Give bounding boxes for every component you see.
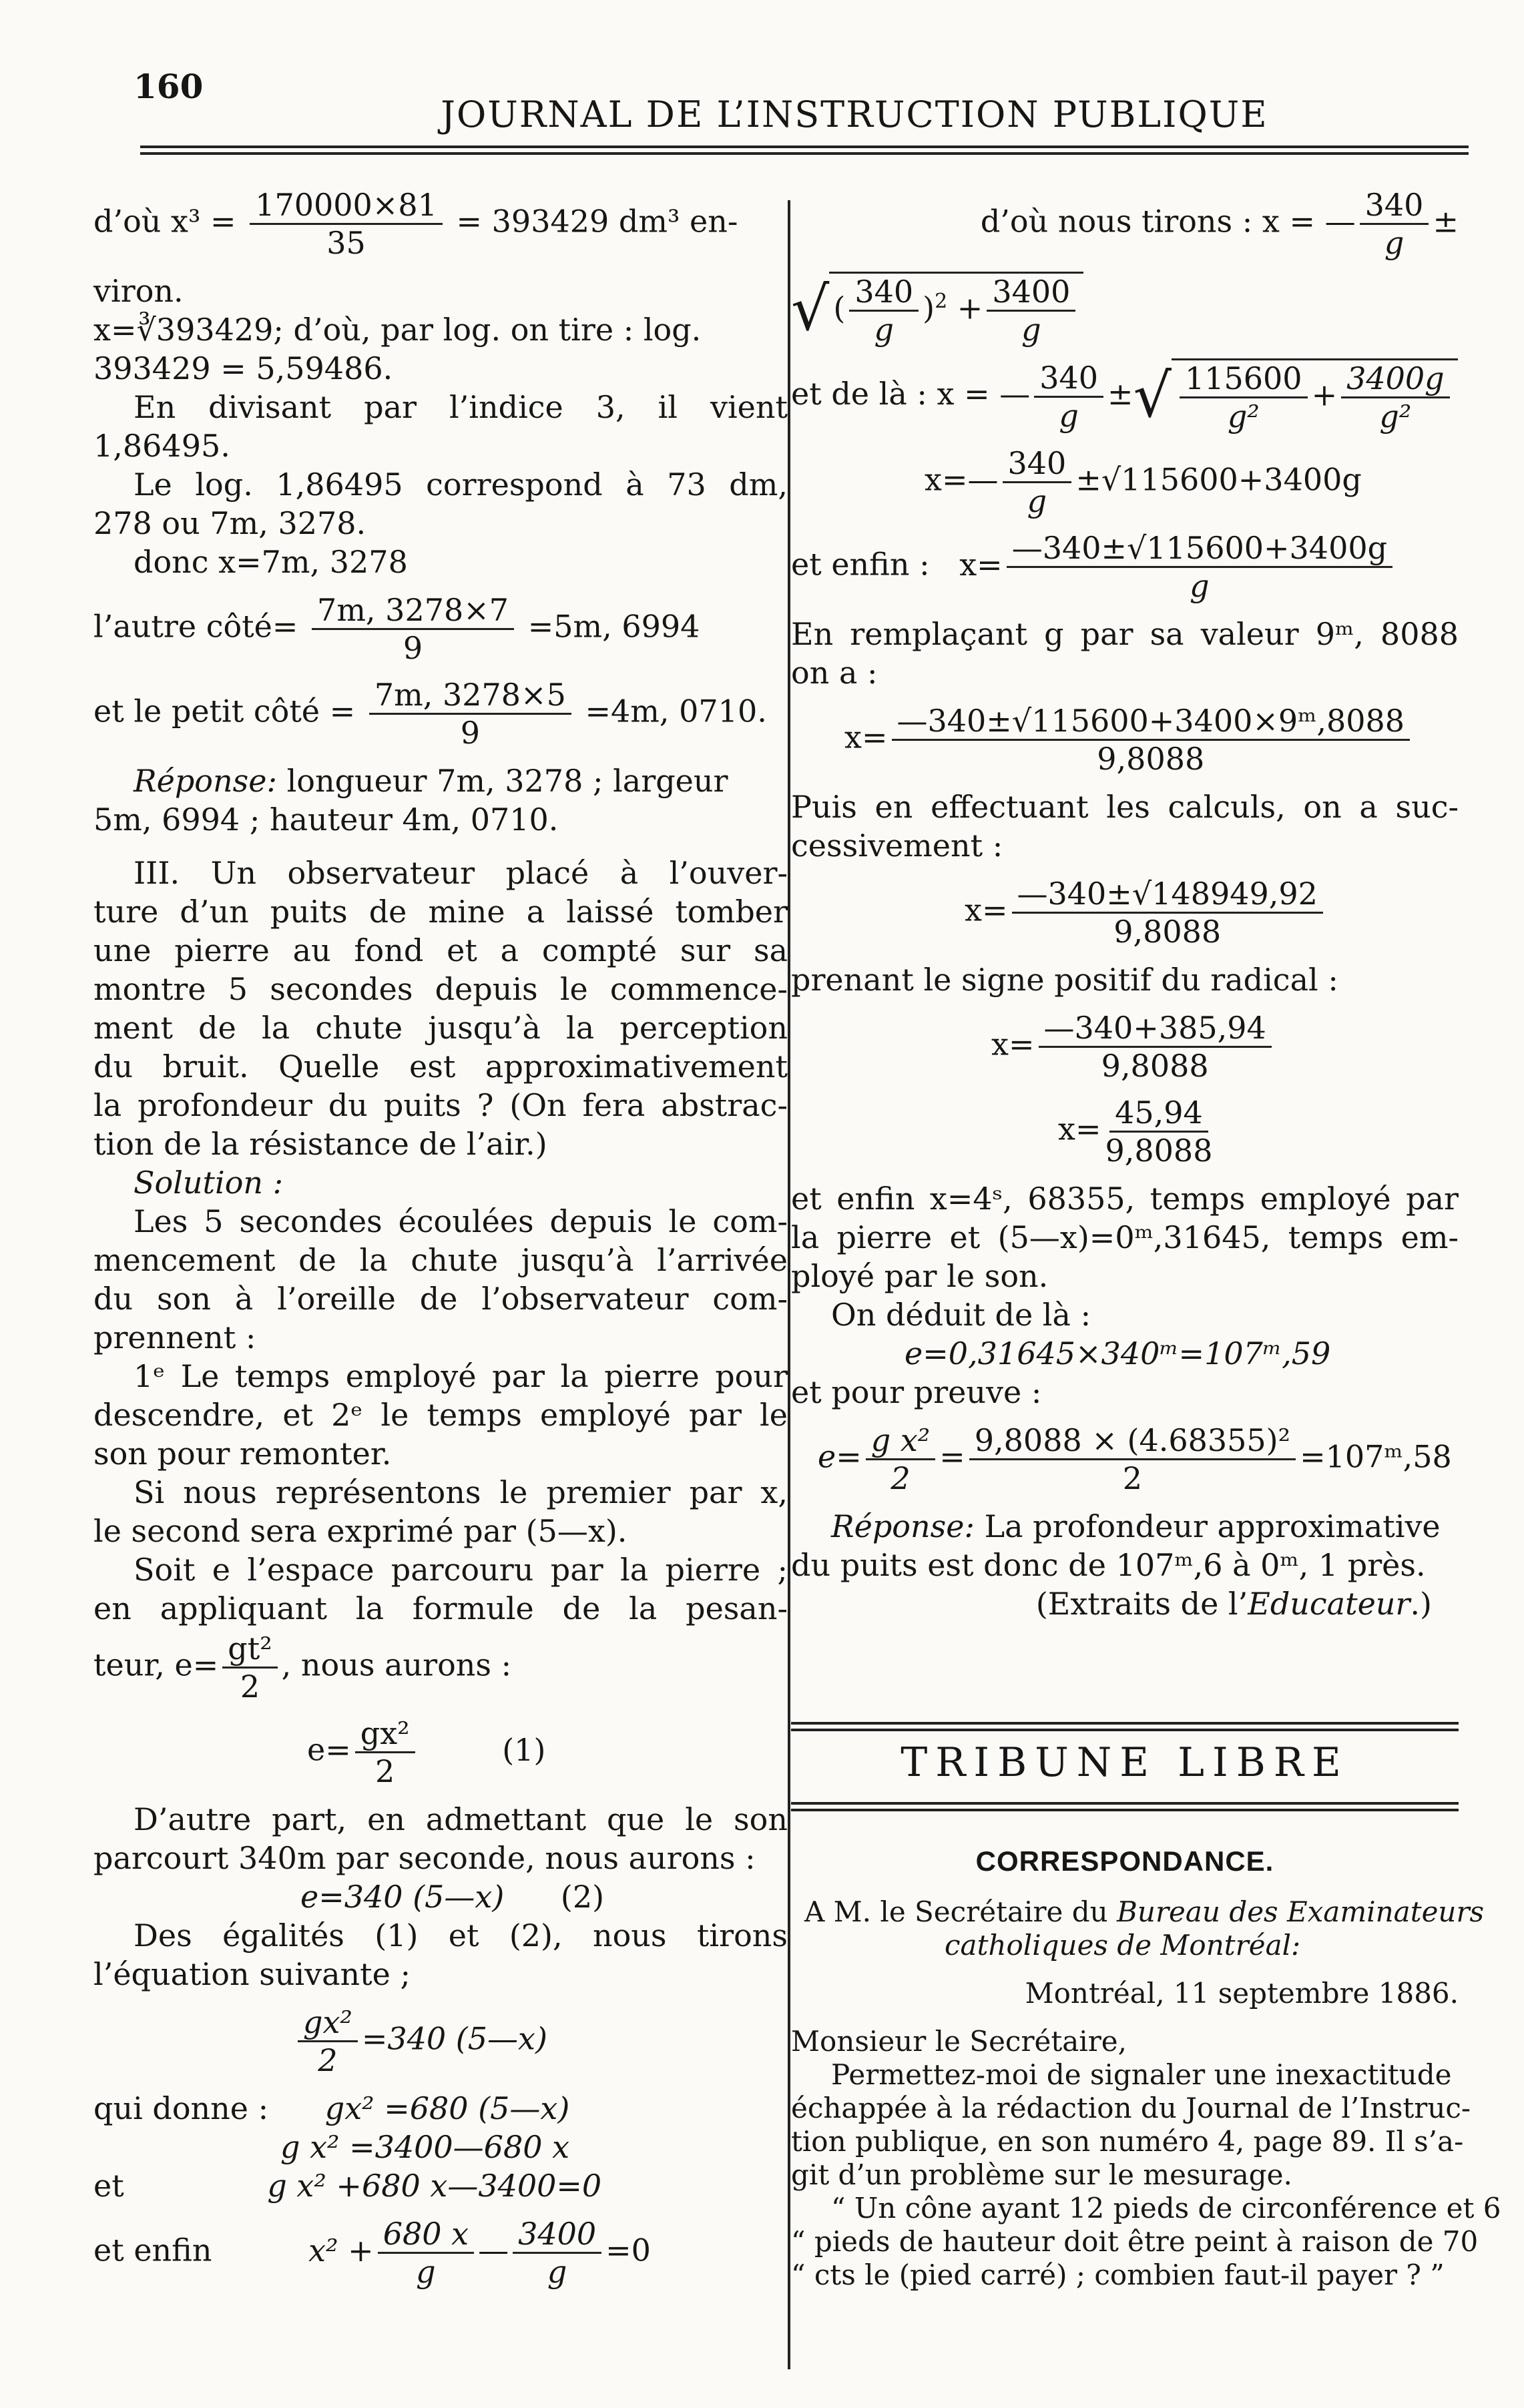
denominator: g² (1227, 398, 1260, 434)
solution-heading: Solution : (134, 1165, 284, 1201)
text-line: 1,86495. (93, 428, 230, 464)
equation-label: (1) (502, 1731, 546, 1768)
eq-text: x= (844, 719, 888, 756)
eq-text: d’où x³ = (93, 203, 236, 240)
equation-r11 (791, 876, 1459, 950)
denominator: g (874, 312, 894, 348)
fraction (1039, 1010, 1272, 1084)
radical (791, 272, 1083, 348)
letter-line: échappée à la rédaction du Journal de l’Instruc- (791, 2092, 1471, 2124)
denominator: g (1384, 225, 1405, 261)
eq-text: = (939, 1438, 965, 1475)
fraction (1341, 360, 1450, 434)
letter-line: “ Un cône ayant 12 pieds de circonférence et 6 (831, 2192, 1501, 2224)
denominator: g (1021, 312, 1041, 348)
address-line: catholiques de Montréal: (945, 1929, 1301, 1962)
equation-5: g x² =3400—680 x (280, 2129, 570, 2165)
text-line: du son à l’oreille de l’observateur com- (93, 1281, 788, 1317)
eq-text: =107ᵐ,58 (1300, 1438, 1452, 1475)
numerator: 340 (1360, 187, 1429, 225)
fraction (1360, 187, 1429, 261)
fraction (1012, 876, 1323, 950)
sqrt-icon: √ (1133, 361, 1172, 431)
numerator: —340±√115600+3400g (1007, 530, 1392, 568)
denominator: 2 (891, 1460, 911, 1496)
numerator: 3400 (987, 274, 1075, 312)
equation-2 (93, 1877, 788, 1916)
address-text: A M. le Secrétaire du (804, 1895, 1117, 1928)
text-line: son pour remonter. (93, 1436, 392, 1472)
text-line: descendre, et 2ᵉ le temps employé par le (93, 1397, 788, 1433)
numerator: —340±√115600+3400×9ᵐ,8088 (892, 703, 1411, 741)
radical (1133, 358, 1458, 434)
eq-text: + (1311, 376, 1338, 413)
denominator: 9 (403, 630, 423, 666)
text-line: Des égalités (1) et (2), nous tirons (134, 1917, 788, 1953)
equation-6: g x² +680 x—3400=0 (267, 2168, 602, 2204)
equation-other-side (93, 592, 788, 666)
fraction (987, 274, 1075, 348)
equation-r8 (791, 703, 1459, 777)
fraction (369, 677, 571, 751)
eq-text: — (478, 2232, 509, 2269)
problem-line: ment de la chute jusqu’à la perception (93, 1010, 788, 1046)
right-column (791, 187, 1459, 1623)
letter-line: git d’un problème sur le mesurage. (791, 2158, 1292, 2191)
text-line: viron. (93, 273, 184, 309)
address-bureau: Bureau des Examinateurs (1117, 1895, 1485, 1928)
denominator: g² (1379, 398, 1412, 434)
equation-r1 (791, 187, 1459, 261)
text-line: En remplaçant g par sa valeur 9ᵐ, 8088 (791, 616, 1459, 652)
address-line (791, 1895, 1485, 1929)
letter-line: tion publique, en son numéro 4, page 89. Il s’a- (791, 2125, 1464, 2158)
fraction (250, 187, 443, 261)
text-line: on a : (791, 655, 878, 691)
problem-line: ture d’un puits de mine a laissé tomber (93, 894, 788, 930)
letter-section (791, 1842, 1501, 2292)
header-rule (140, 145, 1469, 155)
denominator: g (1059, 397, 1079, 434)
salutation: Monsieur le Secrétaire, (791, 2025, 1127, 2058)
eq-text: ± (1107, 376, 1133, 412)
column-rule (788, 200, 790, 2369)
answer-text: longueur 7m, 3278 ; largeur (276, 763, 728, 799)
denominator: 35 (326, 225, 366, 261)
answer-line (791, 1507, 1459, 1546)
text-line: en appliquant la formule de la pesan- (93, 1590, 788, 1626)
credit-text: .) (1410, 1586, 1432, 1622)
running-title: JOURNAL DE L’INSTRUCTION PUBLIQUE (441, 93, 1268, 135)
equation-r5 (791, 530, 1459, 604)
eq-text: e=340 (5—x) (300, 1879, 505, 1915)
equation-6-line (93, 2166, 788, 2205)
answer-text: La profondeur approximative (974, 1508, 1441, 1544)
fraction (866, 1422, 935, 1496)
text-line: parcourt 340m par seconde, nous aurons : (93, 1840, 756, 1876)
equation-r2 (791, 272, 1459, 348)
numerator: 7m, 3278×7 (312, 592, 514, 630)
text-line: cessivement : (791, 828, 1003, 864)
eq-text: x² + (308, 2232, 374, 2269)
credit-source: Educateur (1248, 1586, 1411, 1622)
problem-line: montre 5 secondes depuis le commence- (93, 971, 788, 1007)
eq-text: = 393429 dm³ en- (456, 203, 738, 240)
denominator: 9,8088 (1105, 1133, 1213, 1169)
numerator: 170000×81 (250, 187, 443, 225)
section-title-tribune: TRIBUNE LIBRE (901, 1739, 1349, 1786)
source-credit (791, 1584, 1459, 1623)
section-rule-top (791, 1722, 1459, 1731)
equation-4: gx² =680 (5—x) (324, 2090, 570, 2126)
fraction (222, 1630, 277, 1705)
numerator: gx² (355, 1715, 415, 1753)
text-line: et enfin x=4ˢ, 68355, temps employé par (791, 1181, 1459, 1217)
text-line: On déduit de là : (831, 1297, 1091, 1333)
fraction (378, 2216, 474, 2290)
denominator: 2 (240, 1669, 260, 1705)
answer-line (93, 762, 788, 800)
eq-text: teur, e= (93, 1646, 219, 1683)
text-line: le second sera exprimé par (5—x). (93, 1513, 627, 1549)
denominator: 2 (375, 1753, 395, 1789)
numerator: g x² (866, 1422, 935, 1460)
letter-date: Montréal, 11 septembre 1886. (1025, 1977, 1459, 2010)
eq-text: x= (965, 892, 1008, 928)
text-line: D’autre part, en admettant que le son (134, 1801, 788, 1837)
equation-r3 (791, 358, 1459, 434)
text-line: Le log. 1,86495 correspond à 73 dm, (134, 467, 788, 503)
numerator: gt² (222, 1630, 277, 1669)
numerator: —340+385,94 (1039, 1010, 1272, 1048)
eq-text: et enfin (93, 2232, 212, 2269)
section-rule-bottom (791, 1802, 1459, 1811)
fraction (1105, 1095, 1213, 1169)
eq-text: et (93, 2168, 124, 2204)
numerator: 680 x (378, 2216, 474, 2254)
text-line: x=∛393429; d’où, par log. on tire : log. (93, 312, 702, 348)
denominator: 9,8088 (1113, 914, 1222, 950)
denominator: 2 (1122, 1460, 1143, 1496)
page-number: 160 (134, 67, 204, 106)
text-line: En divisant par l’indice 3, il vient (134, 389, 788, 425)
fraction (849, 274, 919, 348)
equation-4-line (93, 2089, 788, 2128)
problem-line: la profondeur du puits ? (On fera abstrac- (93, 1087, 788, 1123)
denominator: 9,8088 (1097, 741, 1205, 777)
left-column (93, 187, 788, 2301)
numerator: 340 (849, 274, 919, 312)
denominator: 9,8088 (1101, 1048, 1209, 1084)
numerator: 7m, 3278×5 (369, 677, 571, 715)
letter-line: “ pieds de hauteur doit être peint à raison de 70 (791, 2225, 1479, 2258)
equation-small-side (93, 677, 788, 751)
text-line: prenant le signe positif du radical : (791, 962, 1338, 998)
letter-line: “ cts le (pied carré) ; combien faut-il payer ? ” (791, 2259, 1445, 2291)
fraction (969, 1422, 1296, 1496)
eq-text: et le petit côté = (93, 693, 356, 729)
letter-line: Permettez-moi de signaler une inexactitude (831, 2058, 1452, 2091)
credit-text: (Extraits de l’ (1035, 1586, 1248, 1622)
denominator: g (416, 2254, 436, 2290)
eq-text: e= (307, 1731, 351, 1768)
eq-text: , nous aurons : (281, 1646, 512, 1683)
denominator: g (1027, 483, 1047, 519)
text-line: ployé par le son. (791, 1258, 1049, 1294)
text-line: prennent : (93, 1319, 256, 1356)
fraction (1003, 445, 1072, 519)
fraction (1180, 360, 1308, 434)
correspondance-heading: CORRESPONDANCE. (975, 1845, 1274, 1877)
numerator: 3400 (513, 2216, 601, 2254)
equation-x-cube (93, 187, 788, 261)
text-line: mencement de la chute jusqu’à l’arrivée (93, 1242, 788, 1278)
fraction (513, 2216, 601, 2290)
answer-label: Réponse: (134, 763, 277, 799)
text-line: 5m, 6994 ; hauteur 4m, 0710. (93, 802, 559, 838)
equation-3 (93, 2004, 788, 2078)
answer-label: Réponse: (831, 1508, 975, 1544)
problem-line: une pierre au fond et a compté sur sa (93, 932, 788, 968)
fraction (298, 2004, 358, 2078)
problem-line: III. Un observateur placé à l’ouver- (134, 855, 788, 891)
equation-r13 (791, 1010, 1459, 1084)
text-line: 1ᵉ Le temps employé par la pierre pour (134, 1358, 788, 1394)
text-line: et pour preuve : (791, 1374, 1042, 1410)
equation-r17: e=0,31645×340ᵐ=107ᵐ,59 (905, 1335, 1331, 1372)
fraction (1007, 530, 1392, 604)
eq-text: + (957, 290, 983, 326)
numerator: 45,94 (1109, 1095, 1208, 1133)
numerator: 340 (1034, 360, 1103, 398)
denominator: g (1190, 568, 1210, 604)
fraction (355, 1715, 415, 1789)
text-line: du puits est donc de 107ᵐ,6 à 0ᵐ, 1 près. (791, 1547, 1426, 1583)
equation-r14 (791, 1095, 1459, 1169)
numerator: —340±√148949,92 (1012, 876, 1323, 914)
denominator: g (547, 2254, 567, 2290)
text-line: Soit e l’espace parcouru par la pierre ; (134, 1552, 788, 1588)
equation-1 (93, 1715, 788, 1789)
text-line: Si nous représentons le premier par x, (134, 1474, 788, 1510)
numerator: 9,8088 × (4.68355)² (969, 1422, 1296, 1460)
radicand: ( $\frac{340}{g}$ )$^2$ + $\frac{3400}{g}$ (829, 272, 1083, 348)
text-line: l’équation suivante ; (93, 1956, 411, 1992)
problem-line: tion de la résistance de l’air.) (93, 1126, 547, 1162)
eq-text: =5m, 6994 (527, 608, 700, 645)
eq-text: =0 (605, 2232, 651, 2269)
text-line: Les 5 secondes écoulées depuis le com- (134, 1203, 788, 1239)
eq-text: x= (1058, 1111, 1101, 1147)
eq-text: =4m, 0710. (585, 693, 767, 729)
eq-text: et enfin : (791, 546, 930, 583)
text-line: 393429 = 5,59486. (93, 350, 393, 386)
eq-text: ±√115600+3400g (1075, 461, 1362, 498)
denominator: 2 (318, 2042, 338, 2078)
eq-text: d’où nous tirons : x = — (980, 203, 1356, 240)
numerator: gx² (298, 2004, 358, 2042)
eq-text: e= (818, 1438, 862, 1475)
eq-text: x= (959, 546, 1003, 583)
fraction (892, 703, 1411, 777)
equation-7-line (93, 2216, 788, 2290)
exponent: 2 (935, 290, 948, 314)
equation-label: (2) (560, 1879, 605, 1915)
numerator: 115600 (1180, 360, 1308, 398)
equation-r4 (791, 445, 1459, 519)
eq-text: x= (991, 1026, 1035, 1063)
radicand (1172, 358, 1458, 434)
equation-gravity-formula (93, 1630, 788, 1705)
text-line: donc x=7m, 3278 (134, 544, 408, 580)
sqrt-icon: √ (791, 274, 830, 344)
fraction (1034, 360, 1103, 434)
text-line: Puis en effectuant les calculs, on a suc- (791, 789, 1459, 825)
eq-text: x=— (925, 461, 999, 498)
text-line: la pierre et (5—x)=0ᵐ,31645, temps em- (791, 1219, 1459, 1255)
numerator: 340 (1003, 445, 1072, 483)
numerator: 3400g (1341, 360, 1450, 398)
fraction (312, 592, 514, 666)
eq-text: qui donne : (93, 2090, 269, 2126)
problem-line: du bruit. Quelle est approximativement (93, 1048, 788, 1085)
equation-r19 (791, 1422, 1459, 1496)
eq-text: l’autre côté= (93, 608, 298, 645)
denominator: 9 (460, 715, 480, 751)
text-line: 278 ou 7m, 3278. (93, 505, 366, 541)
eq-text: ± (1433, 203, 1459, 240)
eq-text: et de là : x = — (791, 376, 1031, 412)
eq-text: =340 (5—x) (361, 2020, 547, 2057)
